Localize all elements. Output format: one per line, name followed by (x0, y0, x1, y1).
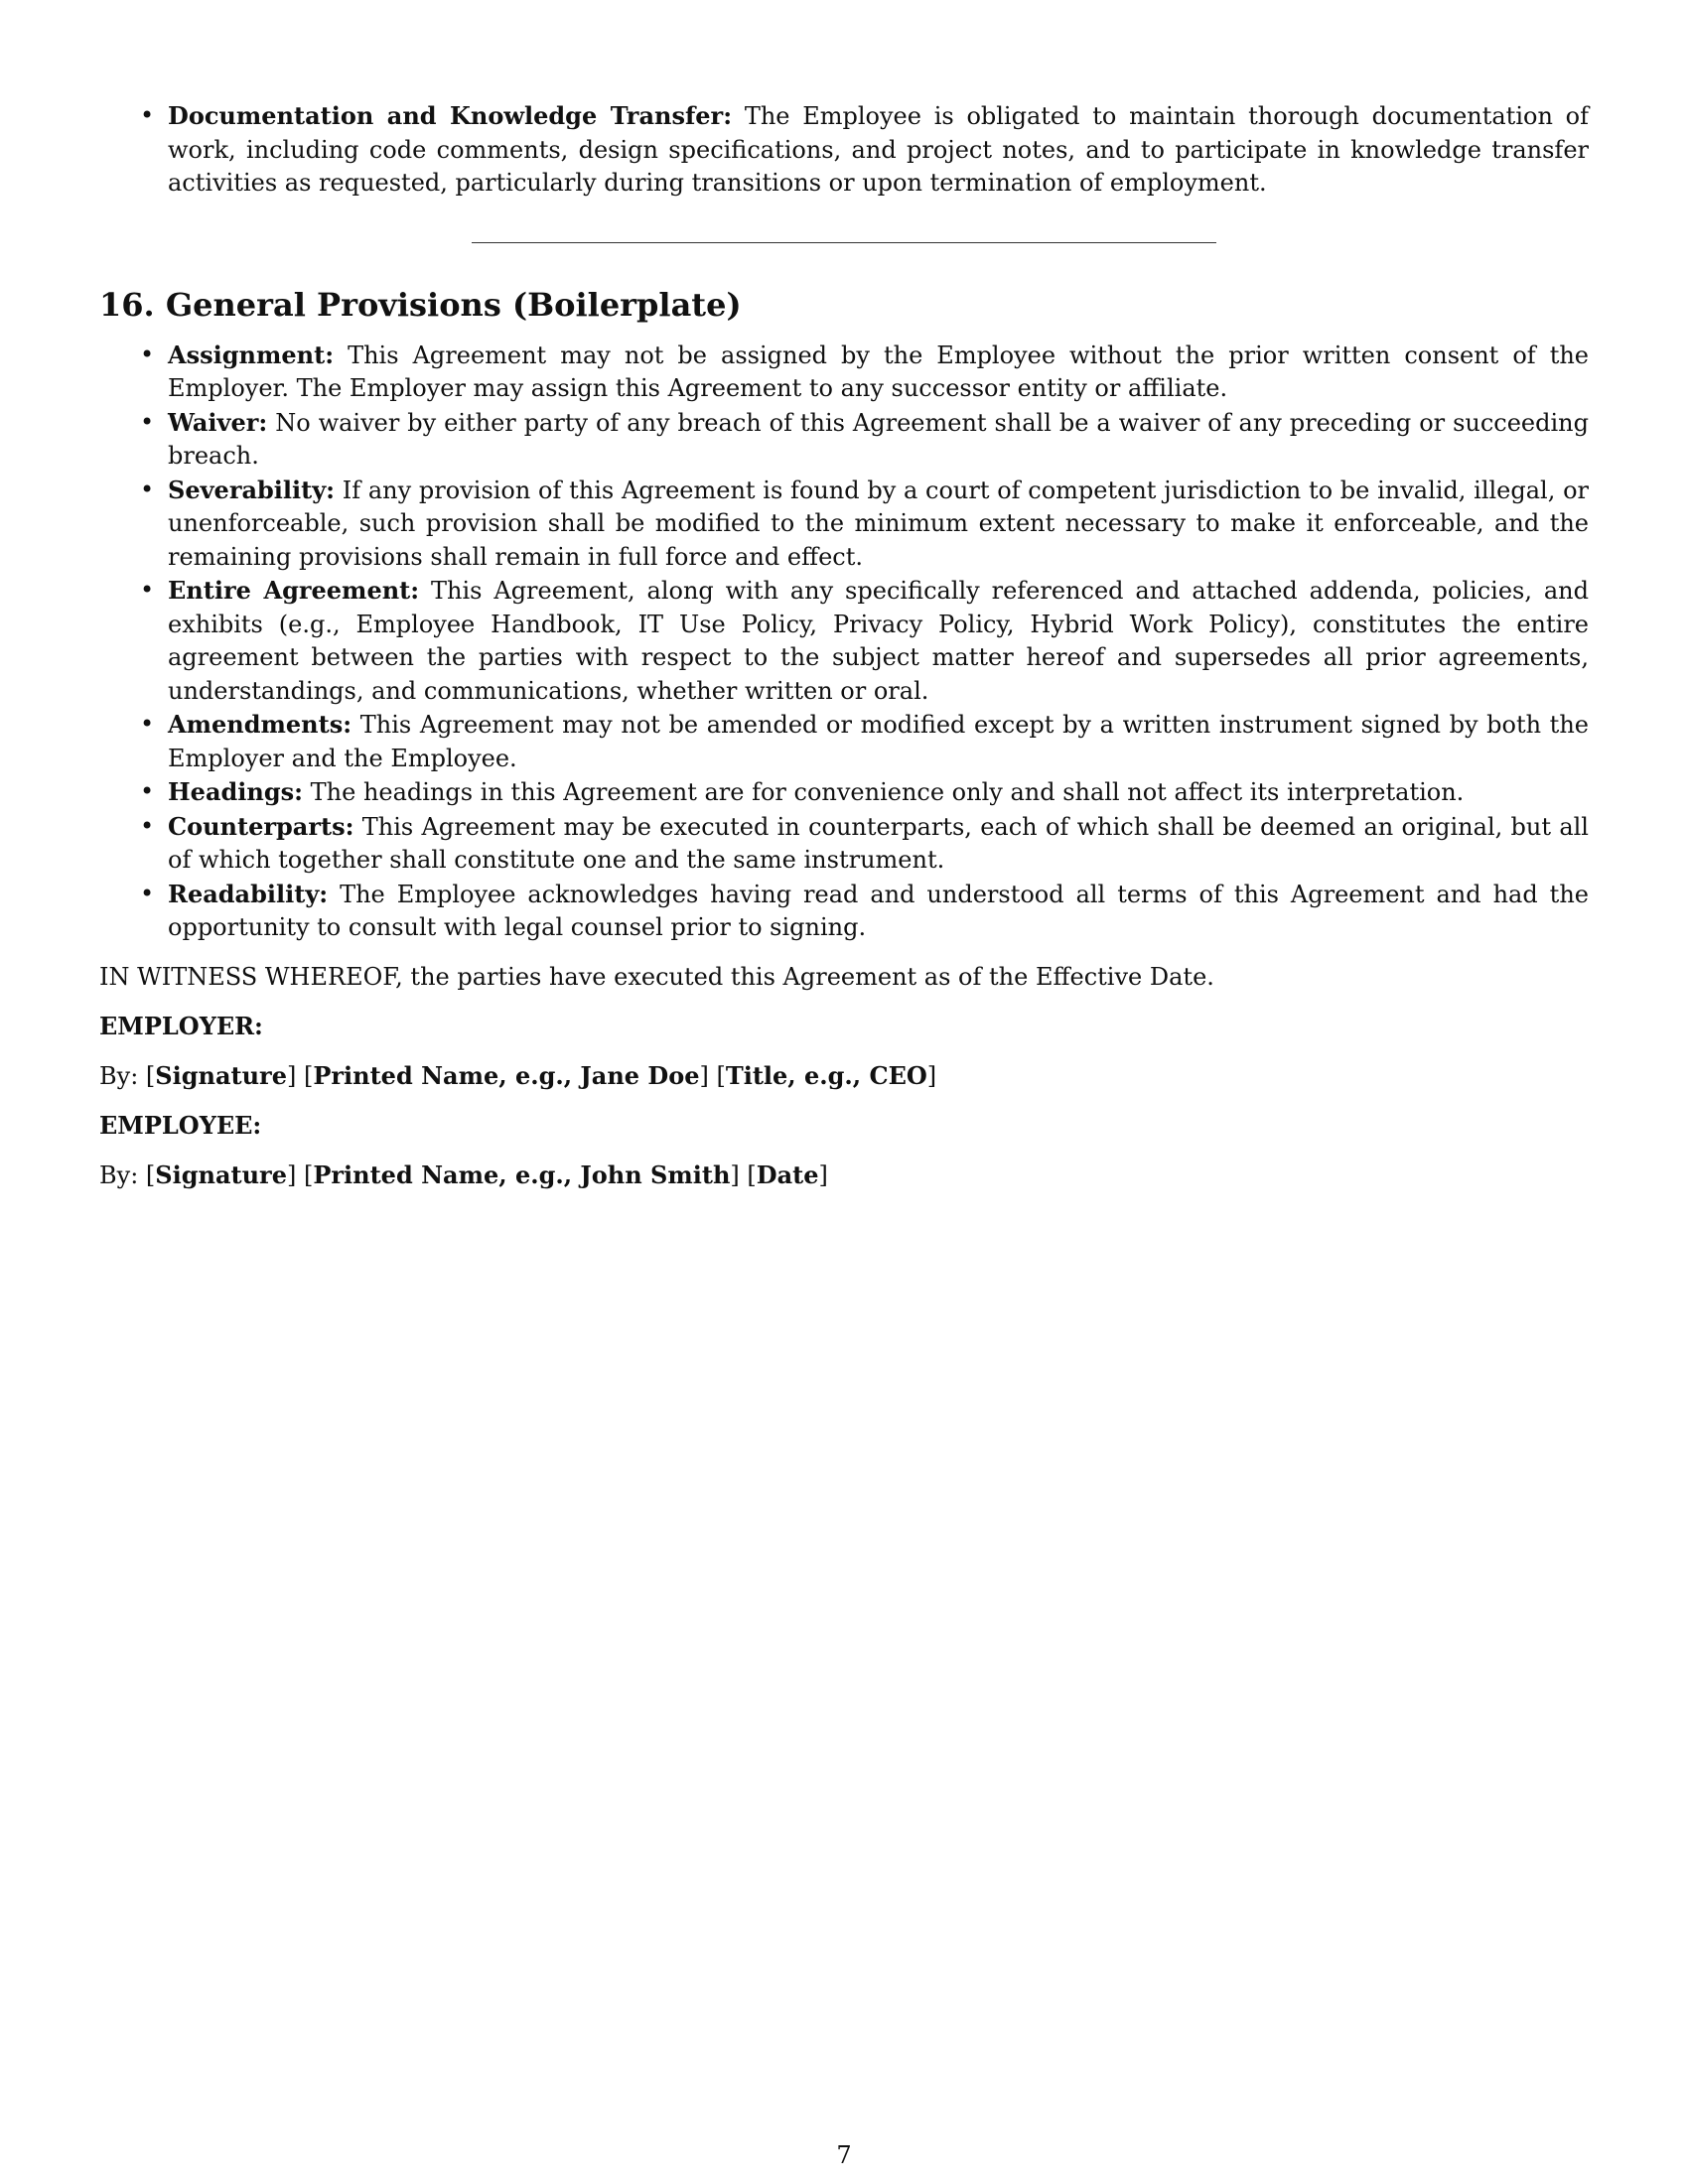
employee-heading: EMPLOYEE: (99, 1111, 262, 1140)
bullet-icon: • (140, 777, 155, 805)
printed-name-placeholder: Printed Name, e.g., Jane Doe (313, 1060, 700, 1090)
employer-heading: EMPLOYER: (99, 1012, 263, 1040)
item-text: This Agreement may be executed in counterparts, each of which shall be deemed an original, but all of which together shall constitute one and the same instrument. (168, 812, 1589, 874)
bullet-icon: • (140, 407, 155, 436)
item-label: Readability: (168, 879, 329, 908)
carryover-list (99, 99, 1589, 201)
title-placeholder: Title, e.g., CEO (725, 1060, 927, 1090)
date-placeholder: Date (756, 1160, 819, 1189)
section-divider (472, 242, 1216, 243)
item-label: Severability: (168, 475, 336, 504)
provisions-list (99, 339, 1589, 945)
signature-placeholder: Signature (155, 1160, 287, 1189)
list-item (99, 708, 1589, 775)
section-heading: 16. General Provisions (Boilerplate) (99, 285, 742, 324)
item-text: The headings in this Agreement are for convenience only and shall not affect its interpretation. (310, 778, 1465, 806)
item-text: This Agreement may not be amended or modified except by a written instrument signed by both the Employer and the Employee. (168, 711, 1589, 772)
list-item (99, 474, 1589, 575)
bullet-icon: • (140, 710, 155, 738)
list-item (99, 810, 1589, 878)
bullet-icon: • (140, 576, 155, 604)
item-label: Counterparts: (168, 811, 354, 841)
item-text: This Agreement, along with any specifically referenced and attached addenda, policies, and exhibits (e.g., Employee Handbook, IT Use Policy, Privacy Policy, Hybrid Work Policy), constitutes the entire agreement between the parties with respect to the subject matter hereof and supersedes all prior agreements, understandings, and communications, whether written or oral. (168, 577, 1589, 705)
item-text: If any provision of this Agreement is found by a court of competent jurisdiction to be invalid, illegal, or unenforceable, such provision shall be modified to the minimum extent necessary to make it enforceable, and the remaining provisions shall remain in full force and effect. (168, 476, 1589, 571)
item-label: Assignment: (168, 340, 335, 369)
signature-placeholder: Signature (155, 1060, 287, 1090)
list-item (99, 878, 1589, 945)
witness-statement: IN WITNESS WHEREOF, the parties have executed this Agreement as of the Effective Date. (99, 962, 1214, 991)
item-label: Entire Agreement: (168, 576, 420, 605)
bullet-icon: • (140, 101, 155, 129)
bullet-icon: • (140, 879, 155, 907)
item-text: No waiver by either party of any breach of this Agreement shall be a waiver of any preceding or succeeding breach. (168, 408, 1589, 470)
list-item (99, 99, 1589, 201)
item-label: Documentation and Knowledge Transfer: (168, 101, 733, 130)
bullet-icon: • (140, 475, 155, 503)
bullet-icon: • (140, 340, 155, 368)
item-text: The Employee is obligated to maintain thorough documentation of work, including code comments, design specifications, and project notes, and to participate in knowledge transfer activities as requested, particularly during transitions or upon termination of employment. (168, 102, 1589, 197)
printed-name-placeholder: Printed Name, e.g., John Smith (313, 1160, 731, 1189)
item-label: Waiver: (168, 407, 268, 437)
document-page (99, 99, 1589, 1192)
by-label: By: (99, 1160, 139, 1189)
bullet-icon: • (140, 811, 155, 840)
by-label: By: (99, 1061, 139, 1090)
list-item (99, 775, 1589, 810)
item-label: Amendments: (168, 710, 352, 739)
list-item (99, 574, 1589, 708)
employer-signature-line: By: [Signature] [Printed Name, e.g., Jane Doe] [Title, e.g., CEO] (99, 1060, 937, 1090)
page-number: 7 (836, 2141, 852, 2169)
employee-signature-line: By: [Signature] [Printed Name, e.g., John Smith] [Date] (99, 1160, 828, 1189)
list-item (99, 406, 1589, 474)
item-label: Headings: (168, 777, 303, 806)
item-text: This Agreement may not be assigned by the Employee without the prior written consent of the Employer. The Employer may assign this Agreement to any successor entity or affiliate. (168, 341, 1589, 402)
list-item (99, 339, 1589, 406)
item-text: The Employee acknowledges having read and understood all terms of this Agreement and had the opportunity to consult with legal counsel prior to signing. (168, 880, 1589, 941)
